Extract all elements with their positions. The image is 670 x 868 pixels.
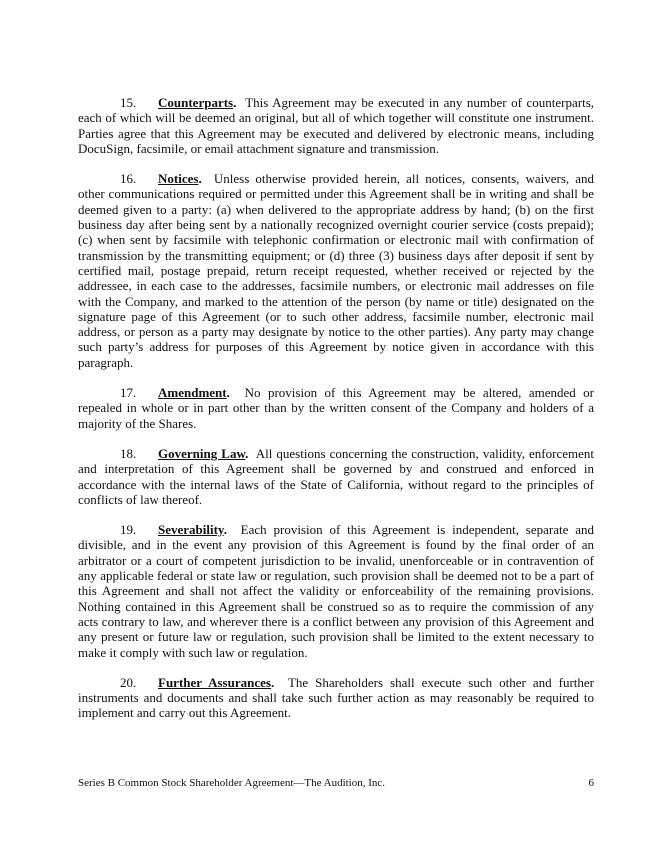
section-18: 18. Governing Law. All questions concerning the construction, validity, enforcement and interpretation of this Agreement shall be governed by and construed and enforced in accordance with the internal laws of the State of California, without regard to the principles of conflicts of law thereof.: [78, 445, 594, 507]
section-text: Unless otherwise provided herein, all notices, consents, waivers, and other communications required or permitted under this Agreement shall be in writing and shall be deemed given to a party: (a) when delivered to the appropriate address by hand; (b) on the first business day after being sent by a nationally recognized overnight courier service (costs prepaid); (c) when sent by facsimile with telephonic confirmation or electronic mail with confirmation of transmission by the transmitting equipment; or (d) three (3) business days after deposit if sent by certified mail, postage prepaid, return receipt requested, whether received or rejected by the addressee, in each case to the addresses, facsimile numbers, or electronic mail addresses on file with the Company, and marked to the attention of the person (by name or title) designated on the signature page of this Agreement (or to such other address, facsimile number, electronic mail address, or person as a party may designate by notice to the other parties). Any party may change such party’s address for purposes of this Agreement by notice given in accordance with this paragraph.: [78, 171, 595, 370]
section-15: 15. Counterparts. This Agreement may be executed in any number of counterparts, each of which will be deemed an original, but all of which together will constitute one instrument. Parties agree that this Agreement may be executed and delivered by electronic means, including DocuSign, facsimile, or email attachment signature and transmission.: [78, 95, 595, 156]
section-heading: Severability: [158, 522, 224, 538]
section-heading: Amendment: [158, 385, 227, 401]
section-heading: Notices: [158, 171, 199, 187]
section-19: 19. Severability. Each provision of this Agreement is independent, separate and divisible, and in the event any provision of this Agreement is found by the final order of an arbitrator or a court of competent jurisdiction to be invalid, unenforceable or in contravention of any applicable federal or state law or regulation, such provision shall be deemed not to be a part of this Agreement and shall not affect the validity or enforceability of the remaining provisions. Nothing contained in this Agreement shall be construed so as to require the commission of any acts contrary to law, and wherever there is a conflict between any provision of this Agreement and any present or future law or regulation, such provision shall be limited to the extent necessary to make it comply with such law or regulation.: [78, 522, 595, 660]
section-text: No provision of this Agreement may be altered, amended or repealed in whole or in part other than by the written consent of the Company and holders of a majority of the Shares.: [78, 385, 594, 431]
document-body: [78, 95, 594, 736]
section-text: All questions concerning the construction, validity, enforcement and interpretation of this Agreement shall be governed by and construed and enforced in accordance with the internal laws of the State of California, without regard to the principles of conflicts of law thereof.: [78, 445, 594, 507]
section-text: The Shareholders shall execute such other and further instruments and documents and shall take such further action as may reasonably be required to implement and carry out this Agreement.: [78, 674, 594, 721]
page-number: 6: [588, 777, 594, 789]
section-text: This Agreement may be executed in any number of counterparts, each of which will be deemed an original, but all of which together will constitute one instrument. Parties agree that this Agreement may be executed and delivered by electronic means, including DocuSign, facsimile, or email attachment signature and transmission.: [78, 95, 595, 156]
section-20: 20. Further Assurances. The Shareholders shall execute such other and further instruments and documents and shall take such further action as may reasonably be required to implement and carry out this Agreement.: [78, 674, 594, 721]
section-heading: Counterparts: [158, 95, 234, 110]
section-heading: Governing Law: [158, 445, 246, 461]
footer-title: Series B Common Stock Shareholder Agreement—The Audition, Inc.: [78, 777, 386, 789]
section-text: Each provision of this Agreement is independent, separate and divisible, and in the event any provision of this Agreement is found by the final order of an arbitrator or a court of competent jurisdiction to be invalid, unenforceable or in contravention of any applicable federal or state law or regulation, such provision shall be deemed not to be a part of this Agreement and shall not affect the validity or enforceability of the remaining provisions. Nothing contained in this Agreement shall be construed so as to require the commission of any acts contrary to law, and wherever there is a conflict between any provision of this Agreement and any present or future law or regulation, such provision shall be limited to the extent necessary to make it comply with such law or regulation.: [78, 522, 595, 660]
section-16: 16. Notices. Unless otherwise provided herein, all notices, consents, waivers, and other communications required or permitted under this Agreement shall be in writing and shall be deemed given to a party: (a) when delivered to the appropriate address by hand; (b) on the first business day after being sent by a nationally recognized overnight courier service (costs prepaid); (c) when sent by facsimile with telephonic confirmation or electronic mail with confirmation of transmission by the transmitting equipment; or (d) three (3) business days after deposit if sent by certified mail, postage prepaid, return receipt requested, whether received or rejected by the addressee, in each case to the addresses, facsimile numbers, or electronic mail addresses on file with the Company, and marked to the attention of the person (by name or title) designated on the signature page of this Agreement (or to such other address, facsimile number, electronic mail address, or person as a party may designate by notice to the other parties). Any party may change such party’s address for purposes of this Agreement by notice given in accordance with this paragraph.: [78, 171, 595, 370]
section-17: 17. Amendment. No provision of this Agreement may be altered, amended or repealed in whole or in part other than by the written consent of the Company and holders of a majority of the Shares.: [78, 385, 594, 431]
page-footer: [78, 777, 594, 789]
section-heading: Further Assurances: [158, 674, 271, 690]
